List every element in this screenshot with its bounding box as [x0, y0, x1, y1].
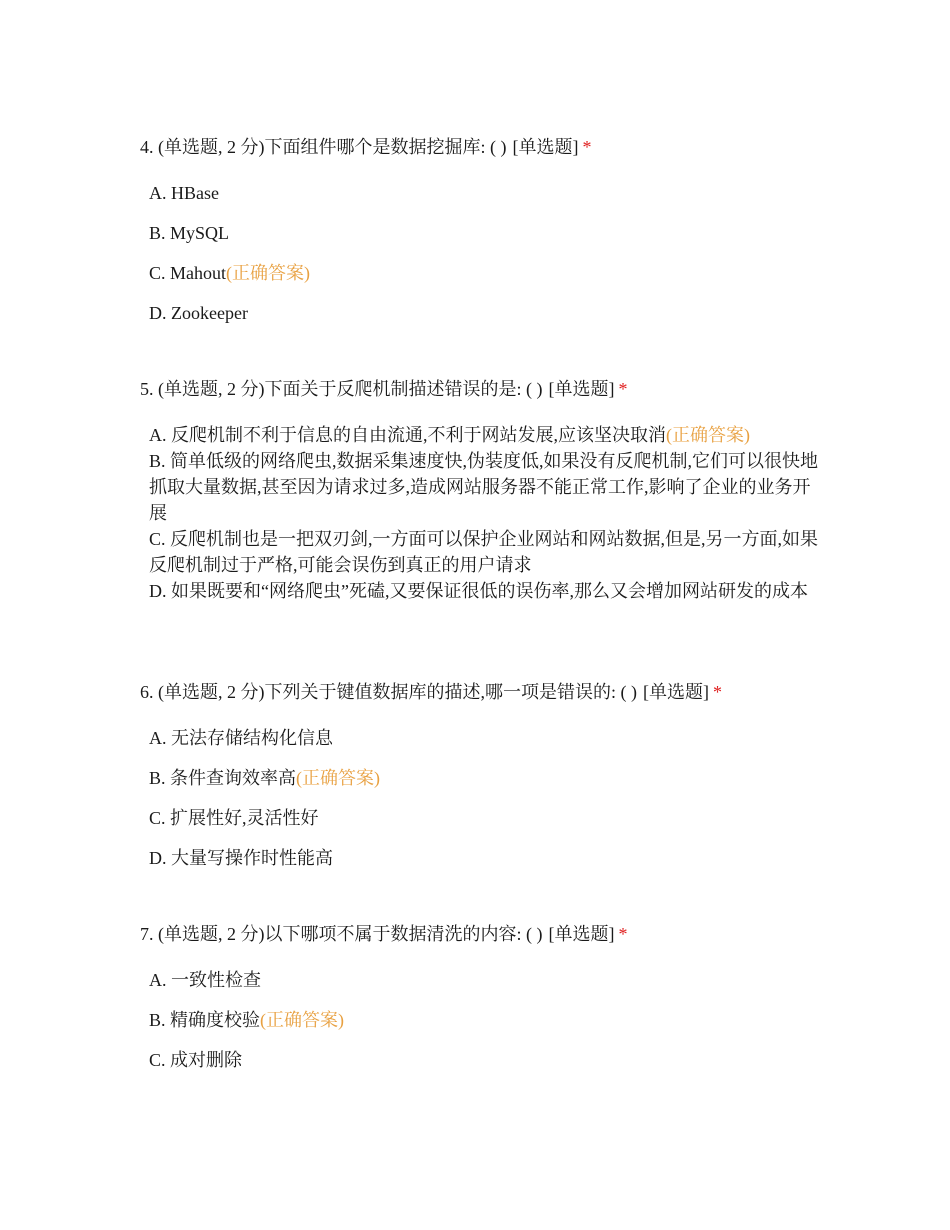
- question-7: [140, 921, 820, 1087]
- question-title: [140, 921, 820, 947]
- question-title: [140, 679, 820, 705]
- required-mark: *: [618, 379, 628, 399]
- required-mark: *: [618, 924, 628, 944]
- option-text: A. 一致性检查: [149, 970, 261, 990]
- option-text: D. 大量写操作时性能高: [149, 848, 333, 868]
- option-text: A. 反爬机制不利于信息的自由流通,不利于网站发展,应该坚决取消: [149, 425, 666, 445]
- question-type-tag: [单选题]: [548, 924, 615, 944]
- correct-answer-label: (正确答案): [296, 768, 381, 788]
- question-4: [140, 134, 820, 340]
- option-text: A. 无法存储结构化信息: [149, 728, 333, 748]
- option-a[interactable]: [149, 180, 820, 206]
- options-list: [140, 725, 820, 871]
- option-a[interactable]: [149, 725, 820, 751]
- question-title-text: 6. (单选题, 2 分)下列关于键值数据库的描述,哪一项是错误的: ( ): [140, 682, 637, 702]
- question-title: [140, 134, 820, 160]
- option-a[interactable]: [149, 422, 820, 448]
- correct-answer-label: (正确答案): [260, 1010, 345, 1030]
- option-c[interactable]: [149, 1047, 820, 1073]
- option-b[interactable]: [149, 1007, 820, 1033]
- option-c[interactable]: [149, 526, 820, 578]
- option-text: D. Zookeeper: [149, 303, 248, 323]
- option-text: C. 扩展性好,灵活性好: [149, 808, 319, 828]
- option-d[interactable]: [149, 300, 820, 326]
- option-d[interactable]: [149, 578, 820, 604]
- option-b[interactable]: [149, 448, 820, 526]
- question-6: [140, 679, 820, 885]
- option-text: A. HBase: [149, 183, 219, 203]
- option-c[interactable]: [149, 260, 820, 286]
- options-list: [140, 180, 820, 326]
- option-text: B. 简单低级的网络爬虫,数据采集速度快,伪装度低,如果没有反爬机制,它们可以很快地抓取大量数据,甚至因为请求过多,造成网站服务器不能正常工作,影响了企业的业务开展: [149, 451, 819, 523]
- question-title-text: 4. (单选题, 2 分)下面组件哪个是数据挖掘库: ( ): [140, 137, 507, 157]
- question-title-text: 5. (单选题, 2 分)下面关于反爬机制描述错误的是: ( ): [140, 379, 543, 399]
- options-list: [140, 967, 820, 1073]
- required-mark: *: [712, 682, 722, 702]
- question-title-text: 7. (单选题, 2 分)以下哪项不属于数据清洗的内容: ( ): [140, 924, 543, 944]
- option-text: C. Mahout: [149, 263, 227, 283]
- option-c[interactable]: [149, 805, 820, 831]
- correct-answer-label: (正确答案): [666, 425, 750, 445]
- option-text: C. 成对删除: [149, 1050, 243, 1070]
- option-text: B. MySQL: [149, 223, 230, 243]
- question-5: [140, 376, 820, 604]
- question-type-tag: [单选题]: [548, 379, 615, 399]
- required-mark: *: [582, 137, 592, 157]
- question-type-tag: [单选题]: [642, 682, 709, 702]
- correct-answer-label: (正确答案): [226, 263, 311, 283]
- option-text: D. 如果既要和“网络爬虫”死磕,又要保证很低的误伤率,那么又会增加网站研发的成本: [149, 581, 808, 601]
- options-list: [140, 422, 820, 604]
- option-text: B. 条件查询效率高: [149, 768, 297, 788]
- option-d[interactable]: [149, 845, 820, 871]
- option-text: C. 反爬机制也是一把双刃剑,一方面可以保护企业网站和网站数据,但是,另一方面,如果反爬机制过于严格,可能会误伤到真正的用户请求: [149, 529, 819, 575]
- option-a[interactable]: [149, 967, 820, 993]
- option-text: B. 精确度校验: [149, 1010, 261, 1030]
- option-b[interactable]: [149, 765, 820, 791]
- question-title: [140, 376, 820, 402]
- question-type-tag: [单选题]: [512, 137, 579, 157]
- option-b[interactable]: [149, 220, 820, 246]
